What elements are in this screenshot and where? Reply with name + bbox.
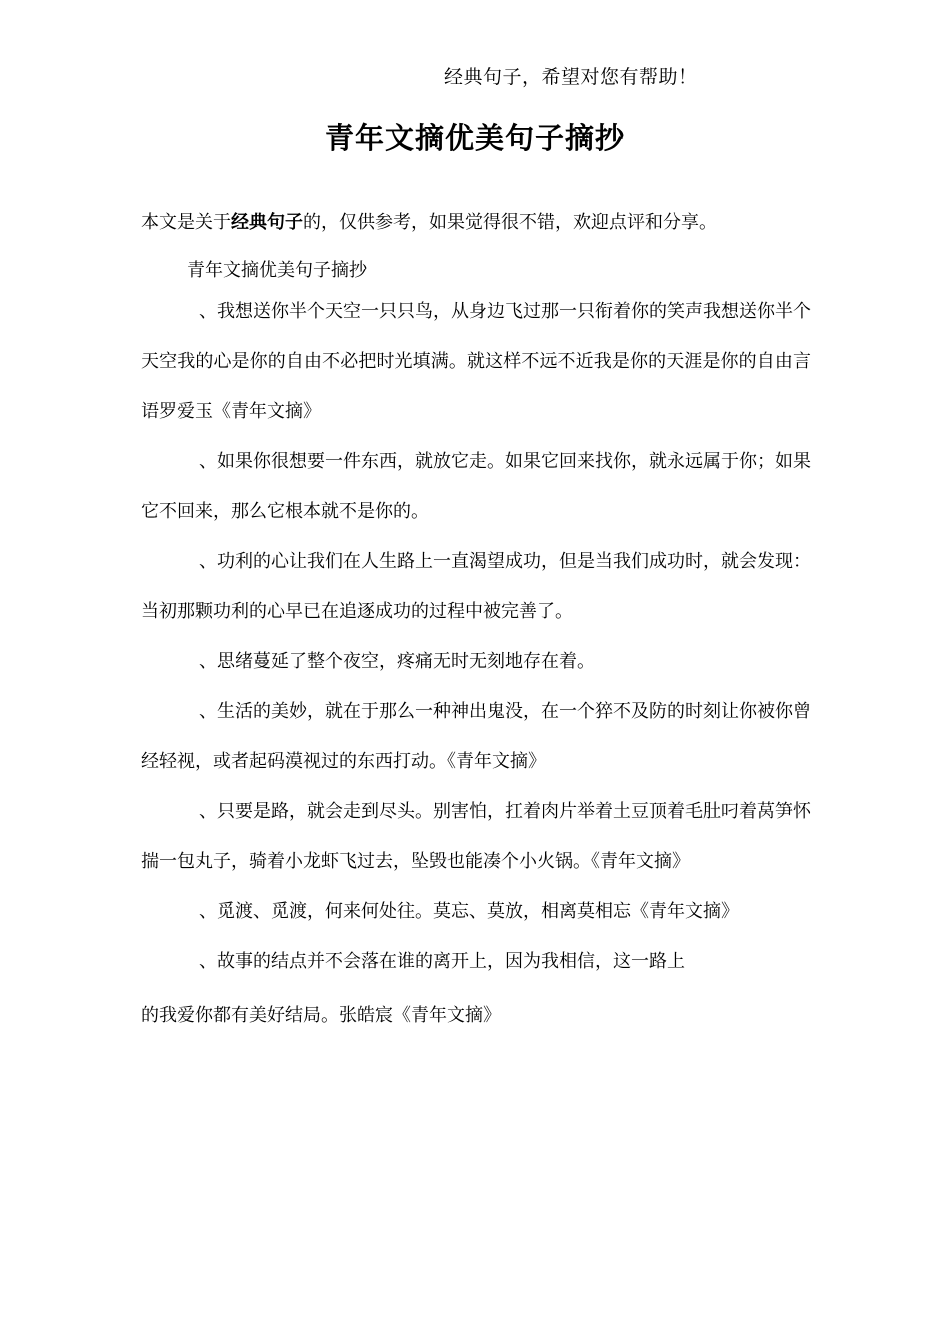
intro-keyword: 经典句子 (231, 212, 303, 233)
quote-paragraph-7: 、觅渡、觅渡，何来何处往。莫忘、莫放，相离莫相忘《青年文摘》 (199, 901, 739, 922)
document-body (141, 205, 811, 1041)
quote-paragraph-4: 、思绪蔓延了整个夜空，疼痛无时无刻地存在着。 (199, 651, 595, 672)
quote-paragraph-1: 、我想送你半个天空一只只鸟，从身边飞过那一只衔着你的笑声我想送你半个天空我的心是你的自由不必把时光填满。就这样不远不近我是你的天涯是你的自由言语罗爱玉《青年文摘》 (141, 301, 811, 422)
intro-text-before: 本文是关于 (141, 212, 231, 233)
header-note: 经典句子，希望对您有帮助！ (444, 66, 698, 88)
page-title: 青年文摘优美句子摘抄 (324, 121, 625, 155)
intro-paragraph (141, 205, 811, 241)
section-subtitle: 青年文摘优美句子摘抄 (187, 260, 367, 281)
quote-paragraph-8-line-2: 的我爱你都有美好结局。张皓宸《青年文摘》 (141, 1005, 501, 1026)
quote-paragraph-3: 、功利的心让我们在人生路上一直渴望成功，但是当我们成功时，就会发现：当初那颗功利的心早已在追逐成功的过程中被完善了。 (141, 551, 811, 622)
quote-paragraph-2: 、如果你很想要一件东西，就放它走。如果它回来找你，就永远属于你；如果它不回来，那么它根本就不是你的。 (141, 451, 811, 522)
quote-paragraph-6: 、只要是路，就会走到尽头。别害怕，扛着肉片举着土豆顶着毛肚叼着莴笋怀揣一包丸子，骑着小龙虾飞过去，坠毁也能凑个小火锅。《青年文摘》 (141, 801, 811, 872)
quote-paragraph-8-line-1: 、故事的结点并不会落在谁的离开上，因为我相信，这一路上 (199, 951, 685, 972)
intro-text-after: 的，仅供参考，如果觉得很不错，欢迎点评和分享。 (303, 212, 717, 233)
quote-paragraph-5: 、生活的美妙，就在于那么一种神出鬼没，在一个猝不及防的时刻让你被你曾经轻视，或者起码漠视过的东西打动。《青年文摘》 (141, 701, 811, 772)
